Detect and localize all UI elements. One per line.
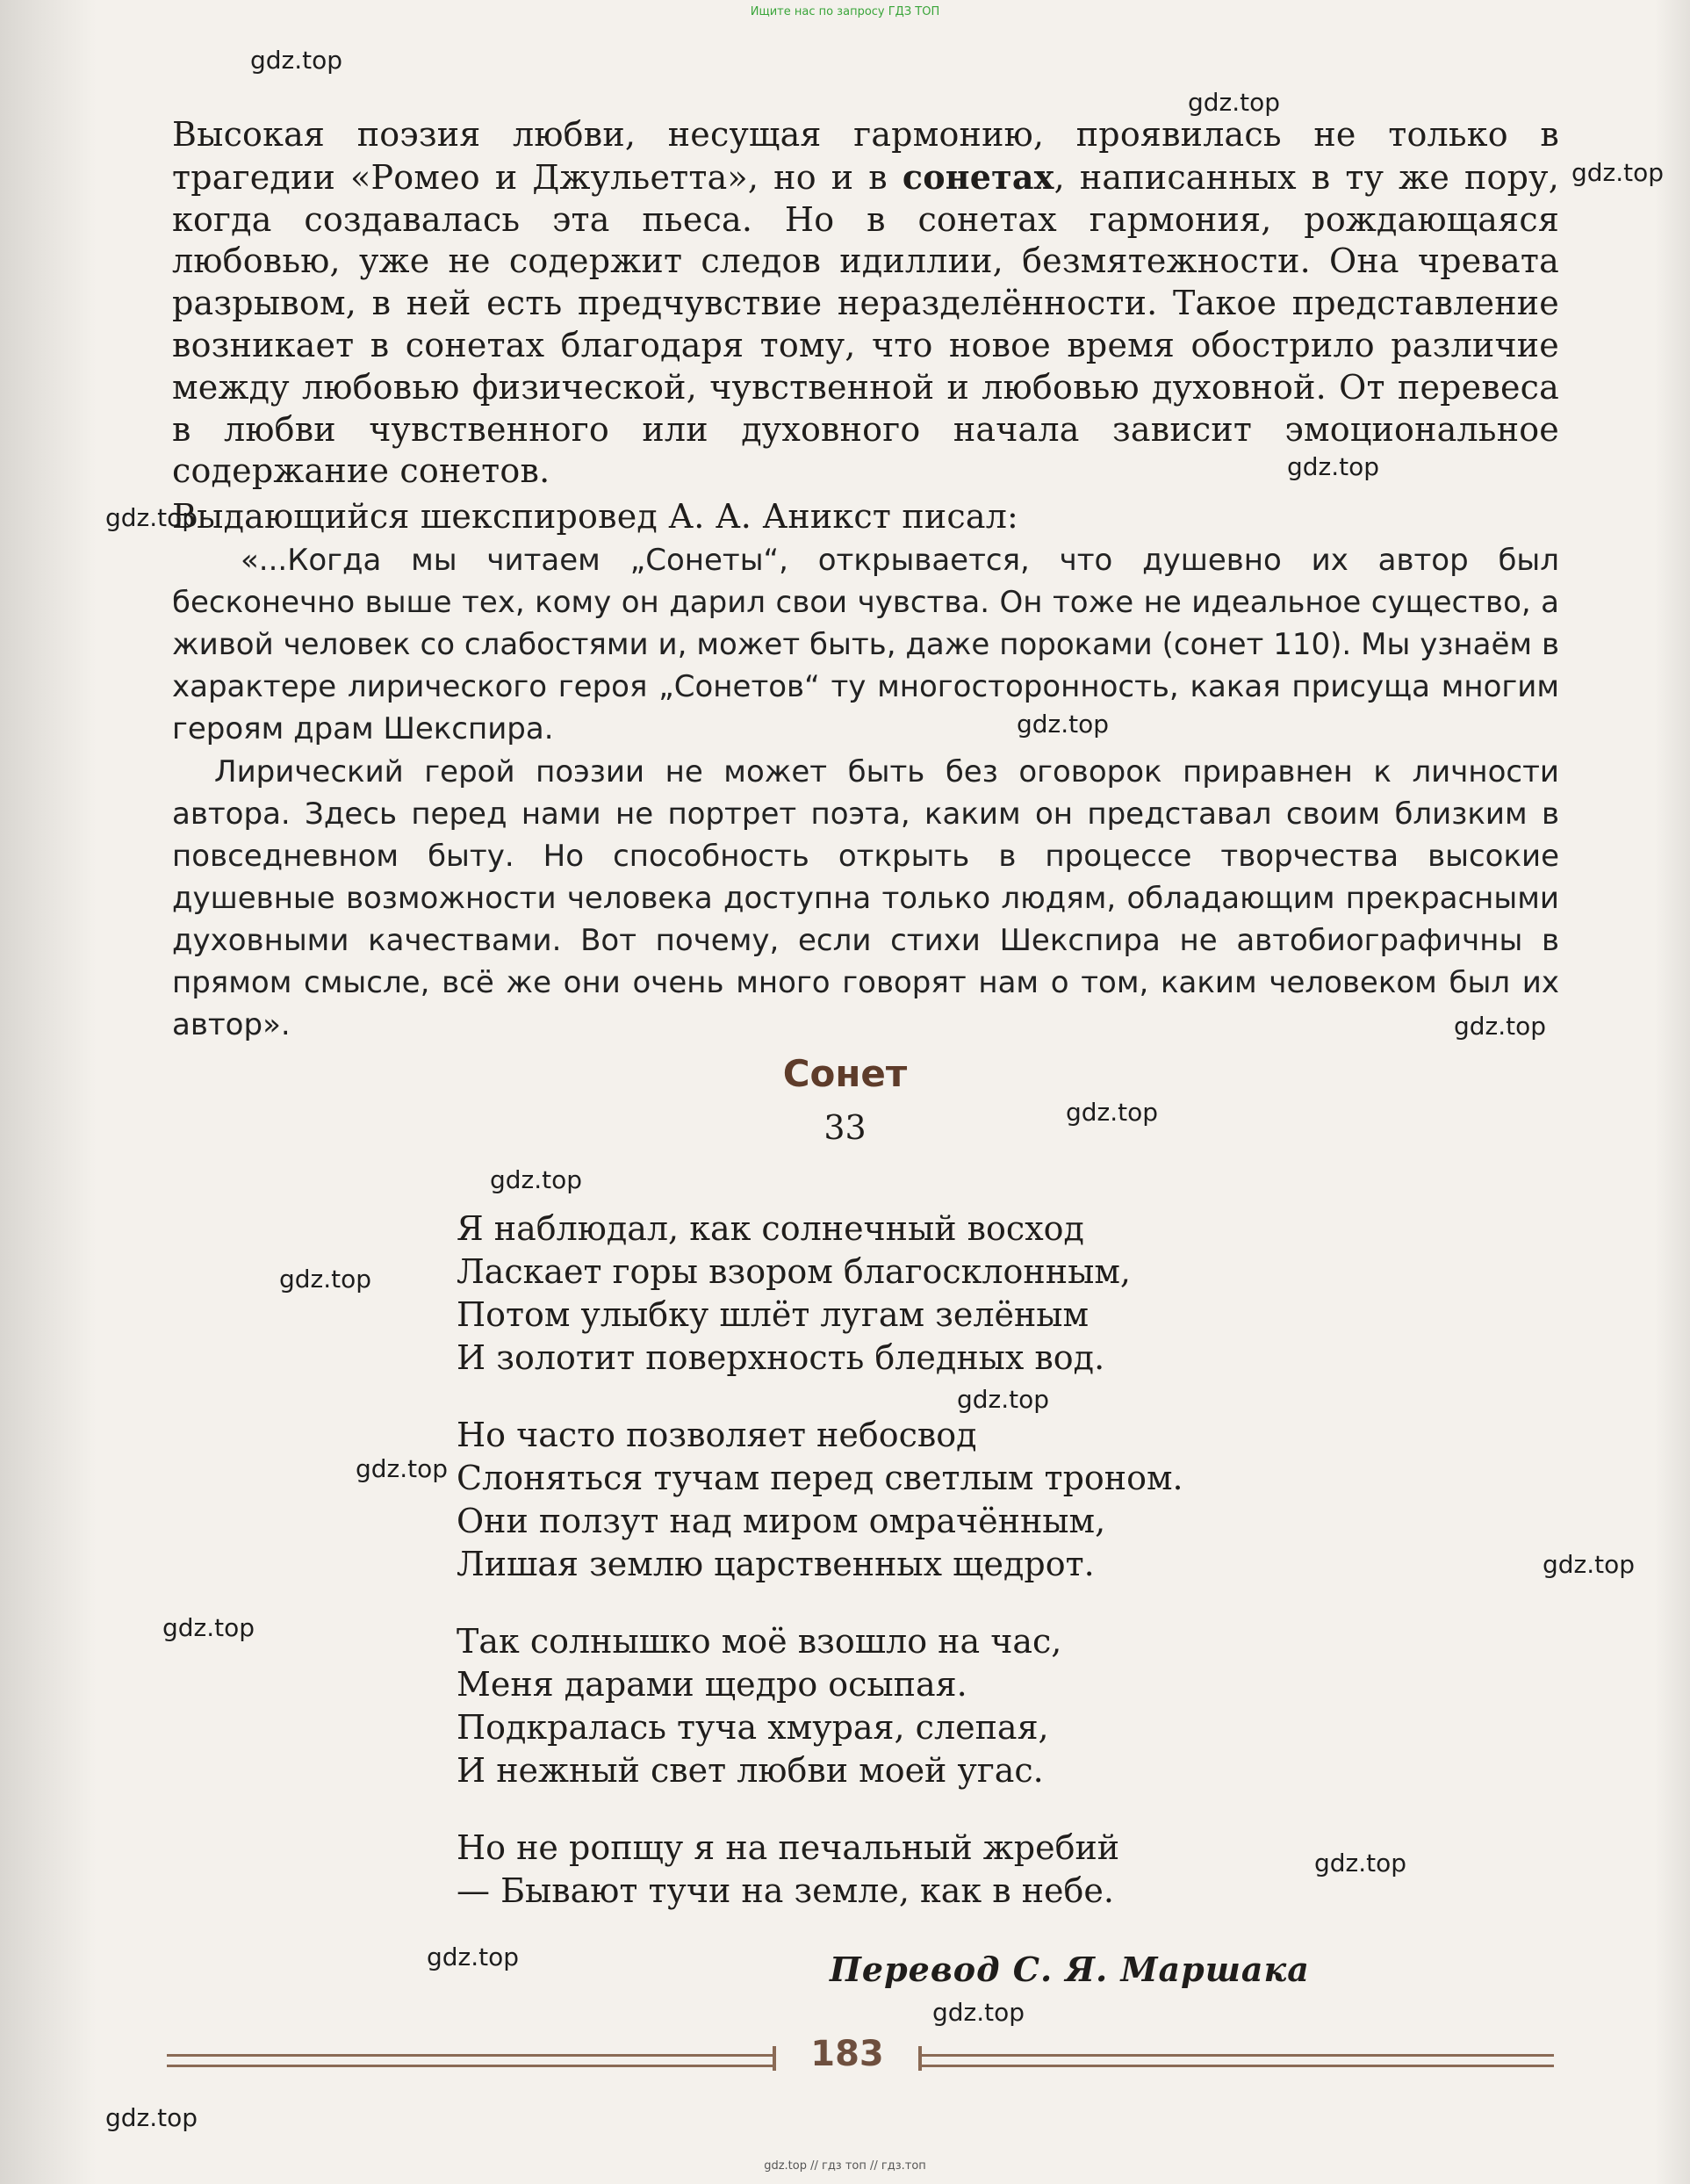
stanza-3 (457, 1620, 1510, 1792)
poem-line: Слоняться тучам перед светлым троном. (457, 1459, 1183, 1497)
stanza-1 (457, 1207, 1510, 1380)
intro-text-start: Высокая поэзия любви, несущая гармонию, проявилась не только в трагедии «Ромео и Джульетта», но и в (172, 115, 1559, 197)
quote-paragraph-1: «...Когда мы читаем „Сонеты“, открывается, что душевно их автор был бесконечно выше тех, кому он дарил свои чувства. Он тоже не идеальное существо, а живой человек со слабостями и, может быть, даже пороками (сонет 110). Мы узнаём в характере лирического героя „Сонетов“ ту многосторонность, какая присуща многим героям драм Шекспира. (172, 543, 1559, 746)
poem-line: Потом улыбку шлёт лугам зелёным (457, 1295, 1090, 1334)
watermark: gdz.top (957, 1385, 1050, 1414)
watermark: gdz.top (1017, 710, 1110, 739)
watermark: gdz.top (1188, 88, 1281, 117)
intro-paragraph-2: Выдающийся шекспировед А. А. Аникст писал: (172, 497, 1019, 536)
poem-line: Но часто позволяет небосвод (457, 1416, 977, 1454)
watermark: gdz.top (1454, 1012, 1547, 1041)
poem-line: И нежный свет любви моей угас. (457, 1751, 1044, 1790)
poem-line: Ласкает горы взором благосклонным, (457, 1252, 1131, 1291)
poem-line: И золотит поверхность бледных вод. (457, 1338, 1105, 1377)
watermark: gdz.top (356, 1454, 449, 1483)
header-link[interactable]: Ищите нас по запросу ГДЗ ТОП (750, 5, 940, 18)
poem-line: Лишая землю царственных щедрот. (457, 1545, 1095, 1583)
poem-line: Я наблюдал, как солнечный восход (457, 1209, 1084, 1248)
footer-rule-left (167, 2054, 773, 2067)
footer-link[interactable]: gdz.top // гдз топ // гдз.топ (764, 2159, 926, 2173)
watermark: gdz.top (427, 1943, 520, 1971)
poem-title: Сонет (782, 1052, 908, 1095)
watermark: gdz.top (1314, 1849, 1407, 1878)
poem-line: Так солнышко моё взошло на час, (457, 1622, 1062, 1661)
poem-line: Но не ропщу я на печальный жребий (457, 1828, 1120, 1867)
watermark: gdz.top (105, 2103, 198, 2132)
footer-rule-right (922, 2054, 1554, 2067)
poem-line: Подкралась туча хмурая, слепая, (457, 1708, 1049, 1747)
quote-paragraph-2: Лирический герой поэзии не может быть без оговорок приравнен к личности автора. Здесь перед нами не портрет поэта, каким он представал своим близким в повседневном быту. Но способность открыть в процессе творчества высокие душевные возможности человека доступна только людям, обладающим прекрасными духовными качествами. Вот почему, если стихи Шекспира не автобиографичны в прямом смысле, всё же они очень много говорят нам о том, каким человеком был их автор». (172, 754, 1559, 1042)
poem-number: 33 (823, 1108, 867, 1147)
stanza-2 (457, 1414, 1510, 1586)
intro-bold-term: сонетах (902, 156, 1054, 197)
poem-line: — Бывают тучи на земле, как в небе. (457, 1871, 1114, 1910)
watermark: gdz.top (162, 1613, 255, 1642)
poem-line: Они ползут над миром омрачённым, (457, 1502, 1106, 1540)
intro-paragraph-1 (172, 114, 1559, 493)
watermark: gdz.top (1287, 452, 1380, 481)
poem-line: Меня дарами щедро осыпая. (457, 1665, 967, 1704)
watermark: gdz.top (490, 1165, 583, 1194)
translator-credit: Перевод С. Я. Маршака (830, 1950, 1310, 1989)
watermark: gdz.top (932, 1998, 1025, 2027)
watermark: gdz.top (1543, 1550, 1636, 1579)
watermark: gdz.top (250, 46, 343, 75)
watermark: gdz.top (279, 1265, 372, 1294)
watermark: gdz.top (105, 503, 198, 532)
page-number: 183 (810, 2034, 884, 2074)
watermark: gdz.top (1066, 1098, 1159, 1127)
intro-text-end: , написанных в ту же пору, когда создавалась эта пьеса. Но в сонетах гармония, рождающаяся любовью, уже не содержит следов идиллии, безмятежности. Она чревата разрывом, в ней есть предчувствие неразделённости. Такое представление возникает в сонетах благодаря тому, что новое время обострило различие между любовью физической, чувственной и любовью духовной. От перевеса в любви чувственного или духовного начала зависит эмоциональное содержание сонетов. (172, 157, 1559, 491)
watermark: gdz.top (1571, 158, 1665, 187)
